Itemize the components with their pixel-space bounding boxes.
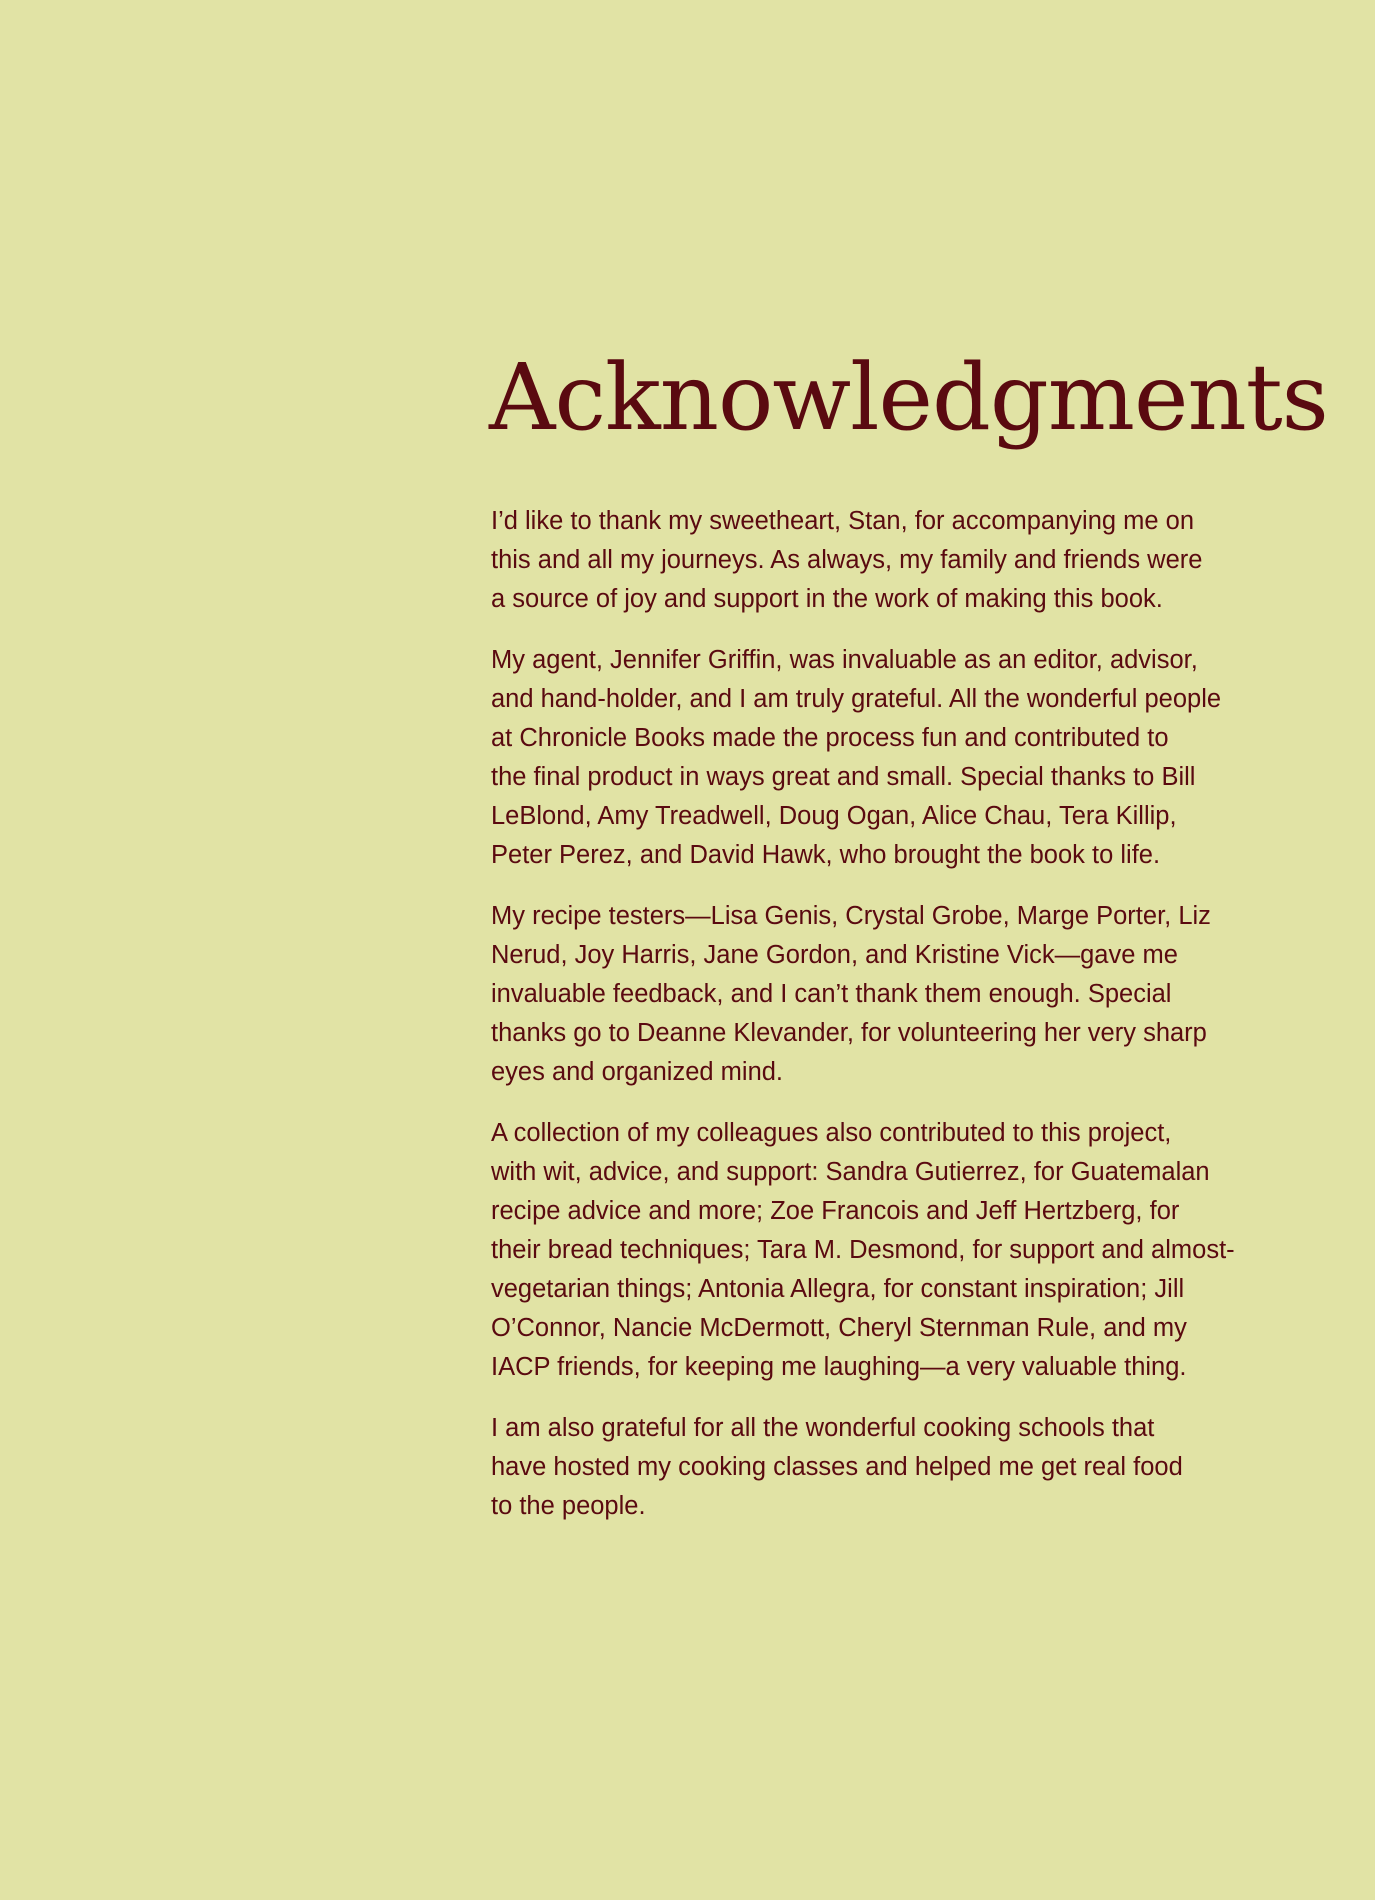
paragraph-line: the final product in ways great and small. Special thanks to Bill xyxy=(491,763,1196,791)
paragraph-line: IACP friends, for keeping me laughing—a very valuable thing. xyxy=(491,1353,1187,1381)
paragraph-line: I’d like to thank my sweetheart, Stan, for accompanying me on xyxy=(491,507,1195,535)
paragraph-3 xyxy=(491,897,1291,1092)
paragraph-line: A collection of my colleagues also contributed to this project, xyxy=(491,1119,1172,1147)
paragraph-line: My agent, Jennifer Griffin, was invaluable as an editor, advisor, xyxy=(491,646,1198,674)
paragraph-line: LeBlond, Amy Treadwell, Doug Ogan, Alice Chau, Tera Killip, xyxy=(491,802,1177,830)
paragraph-line: recipe advice and more; Zoe Francois and Jeff Hertzberg, for xyxy=(491,1197,1180,1225)
paragraph-1 xyxy=(491,502,1291,619)
paragraph-line: have hosted my cooking classes and helped me get real food xyxy=(491,1453,1183,1481)
paragraph-line: at Chronicle Books made the process fun and contributed to xyxy=(491,724,1169,752)
paragraph-line: Peter Perez, and David Hawk, who brought the book to life. xyxy=(491,841,1161,869)
paragraph-line: to the people. xyxy=(491,1492,646,1520)
paragraph-2 xyxy=(491,641,1291,875)
paragraph-line: with wit, advice, and support: Sandra Gutierrez, for Guatemalan xyxy=(491,1158,1210,1186)
paragraph-5 xyxy=(491,1409,1291,1526)
paragraph-line: invaluable feedback, and I can’t thank them enough. Special xyxy=(491,980,1172,1008)
paragraph-line: a source of joy and support in the work of making this book. xyxy=(491,585,1163,613)
paragraph-line: My recipe testers—Lisa Genis, Crystal Grobe, Marge Porter, Liz xyxy=(491,902,1211,930)
paragraph-line: Nerud, Joy Harris, Jane Gordon, and Kristine Vick—gave me xyxy=(491,941,1178,969)
paragraph-4 xyxy=(491,1114,1291,1387)
paragraph-line: thanks go to Deanne Klevander, for volunteering her very sharp xyxy=(491,1019,1207,1047)
paragraph-line: this and all my journeys. As always, my family and friends were xyxy=(491,546,1203,574)
page-title: Acknowledgments xyxy=(489,344,1328,451)
paragraph-line: and hand-holder, and I am truly grateful. All the wonderful people xyxy=(491,685,1222,713)
paragraph-line: eyes and organized mind. xyxy=(491,1058,784,1086)
acknowledgments-section xyxy=(489,344,1328,1548)
paragraph-line: their bread techniques; Tara M. Desmond, for support and almost- xyxy=(491,1236,1235,1264)
paragraph-line: vegetarian things; Antonia Allegra, for constant inspiration; Jill xyxy=(491,1275,1185,1303)
paragraph-line: O’Connor, Nancie McDermott, Cheryl Sternman Rule, and my xyxy=(491,1314,1187,1342)
paragraph-line: I am also grateful for all the wonderful cooking schools that xyxy=(491,1414,1155,1442)
